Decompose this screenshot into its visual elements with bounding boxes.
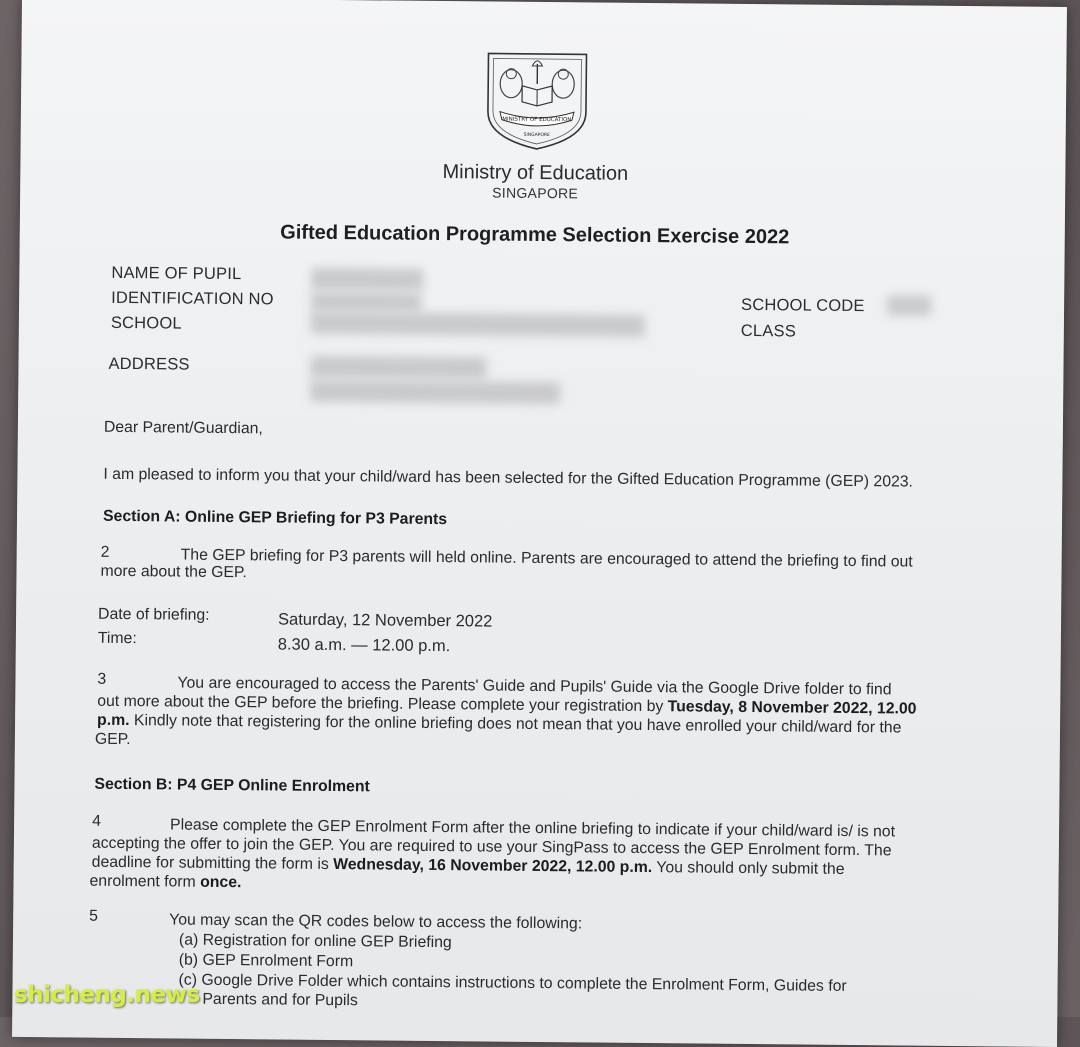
para-2-line1: The GEP briefing for P3 parents will held online. Parents are encouraged to attend the briefing to find out	[181, 547, 913, 572]
date-of-briefing-label: Date of briefing:	[98, 606, 210, 625]
document-title: Gifted Education Programme Selection Exercise 2022	[220, 221, 850, 250]
section-a-heading: Section A: Online GEP Briefing for P3 Parents	[103, 508, 447, 529]
list-item-a: (a) Registration for online GEP Briefing	[179, 932, 452, 953]
school-label: SCHOOL	[111, 314, 182, 334]
para-3-line1: You are encouraged to access the Parents' Guide and Pupils' Guide via the Google Drive folder to find	[177, 675, 891, 700]
para-4-line4: enrolment form once.	[89, 873, 241, 892]
para-4-number: 4	[92, 813, 101, 831]
time-label: Time:	[98, 630, 137, 648]
redacted-id	[311, 292, 421, 313]
moe-crest-logo	[484, 49, 591, 152]
para-4-line2: accepting the offer to join the GEP. You are required to use your SingPass to access the GEP Enrolment form. The	[92, 835, 892, 861]
redacted-name	[311, 268, 423, 291]
redacted-school-code	[887, 295, 931, 315]
para-3-number: 3	[97, 671, 106, 689]
ministry-country: SINGAPORE	[320, 183, 750, 203]
intro-paragraph: I am pleased to inform you that your child/ward has been selected for the Gifted Education Programme (GEP) 2023.	[103, 466, 913, 492]
ministry-name: Ministry of Education	[320, 160, 750, 187]
list-item-b: (b) GEP Enrolment Form	[179, 952, 354, 972]
name-of-pupil-label: NAME OF PUPIL	[111, 264, 241, 284]
para-2-line2: more about the GEP.	[100, 563, 247, 582]
watermark: shicheng.news	[14, 982, 200, 1008]
greeting: Dear Parent/Guardian,	[104, 419, 263, 439]
letter-page	[12, 0, 1067, 1047]
para-5-number: 5	[89, 908, 98, 926]
date-of-briefing-value: Saturday, 12 November 2022	[278, 610, 493, 631]
class-label: CLASS	[741, 322, 796, 342]
address-label: ADDRESS	[108, 355, 189, 375]
svg-text:MINISTRY OF EDUCATION: MINISTRY OF EDUCATION	[502, 117, 571, 124]
redacted-school	[311, 312, 645, 337]
identification-no-label: IDENTIFICATION NO	[111, 289, 274, 310]
section-b-heading: Section B: P4 GEP Online Enrolment	[94, 776, 369, 797]
para-4-line1: Please complete the GEP Enrolment Form after the online briefing to indicate if your child/ward is/ is not	[170, 816, 895, 841]
time-value: 8.30 a.m. — 12.00 p.m.	[278, 635, 451, 656]
list-item-c-line2: Parents and for Pupils	[202, 991, 358, 1010]
list-item-c: (c) Google Drive Folder which contains instructions to complete the Enrolment Form, Guides for	[179, 972, 847, 996]
para-3-line4: GEP.	[95, 731, 131, 749]
para-5-line1: You may scan the QR codes below to access the following:	[169, 911, 582, 933]
para-4-line3: deadline for submitting the form is Wednesday, 16 November 2022, 12.00 p.m. You should only submit the	[92, 854, 845, 879]
svg-text:SINGAPORE: SINGAPORE	[524, 132, 551, 138]
para-3-line2: out more about the GEP before the briefing. Please complete your registration by Tuesday, 8 November 2022, 12.00	[97, 693, 916, 719]
school-code-label: SCHOOL CODE	[741, 296, 865, 316]
para-3-line3: p.m. Kindly note that registering for the online briefing does not mean that you have enrolled your child/ward for the	[97, 712, 902, 738]
redacted-address-line2	[310, 380, 560, 404]
para-2-number: 2	[101, 544, 110, 562]
redacted-address-line1	[310, 356, 486, 380]
